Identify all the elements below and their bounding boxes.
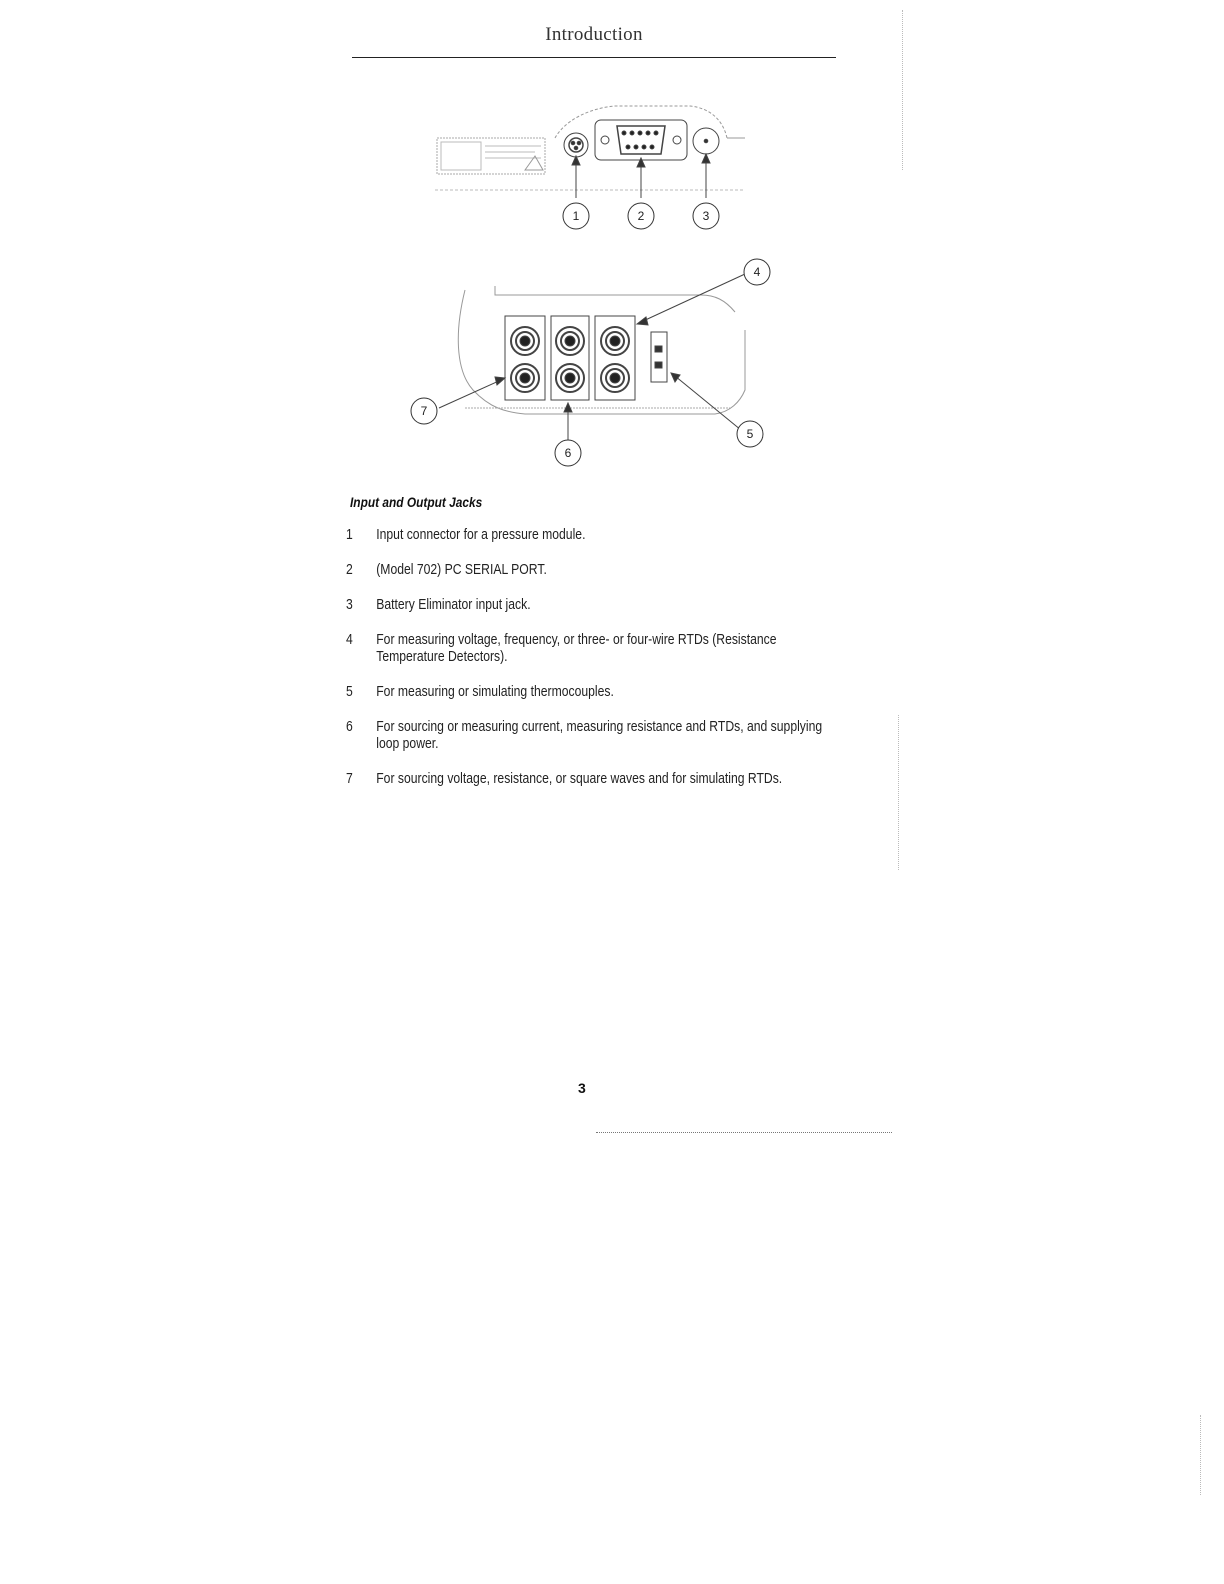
pressure-module-connector <box>564 133 588 157</box>
item-number: 6 <box>346 719 353 735</box>
list-item <box>346 771 833 788</box>
list-item <box>346 562 833 579</box>
header-rule <box>352 57 836 58</box>
footer-rule <box>596 1132 892 1133</box>
item-number: 7 <box>346 771 353 787</box>
item-number: 2 <box>346 562 353 578</box>
item-text: For sourcing or measuring current, measuring resistance and RTDs, and supplying loop power. <box>376 719 823 752</box>
scan-edge-mark <box>898 715 899 870</box>
item-text: Battery Eliminator input jack. <box>376 597 531 613</box>
callout-1: 1 <box>572 209 580 223</box>
callout-7: 7 <box>420 404 428 418</box>
jack-group-right <box>595 316 635 400</box>
serial-port-connector <box>595 120 687 160</box>
callout-4: 4 <box>753 265 761 279</box>
item-text: (Model 702) PC SERIAL PORT. <box>376 562 547 578</box>
label-plate-illustration <box>437 138 545 174</box>
item-text: For measuring or simulating thermocouples. <box>376 684 614 700</box>
item-number: 3 <box>346 597 353 613</box>
list-item <box>346 719 833 753</box>
list-item <box>346 632 833 666</box>
jacks-figure <box>395 90 795 470</box>
callout-5: 5 <box>746 427 754 441</box>
jack-group-left <box>505 316 545 400</box>
list-item <box>346 527 833 544</box>
page-header-title: Introduction <box>545 24 643 45</box>
callout-6: 6 <box>564 446 572 460</box>
figure-caption: Input and Output Jacks <box>350 494 483 510</box>
thermocouple-socket <box>651 332 667 382</box>
battery-eliminator-jack <box>693 128 719 154</box>
list-item <box>346 684 833 701</box>
callout-3: 3 <box>702 209 710 223</box>
scan-edge-mark <box>902 10 903 170</box>
item-number: 1 <box>346 527 353 543</box>
jack-list <box>346 527 833 806</box>
item-number: 4 <box>346 632 353 648</box>
page-number: 3 <box>578 1080 586 1096</box>
jack-group-middle <box>551 316 589 400</box>
item-text: Input connector for a pressure module. <box>376 527 586 543</box>
callout-2: 2 <box>637 209 645 223</box>
list-item <box>346 597 833 614</box>
scan-edge-mark <box>1200 1415 1201 1495</box>
item-text: For measuring voltage, frequency, or three- or four-wire RTDs (Resistance Temperature Detectors). <box>376 632 777 665</box>
item-text: For sourcing voltage, resistance, or square waves and for simulating RTDs. <box>376 771 783 787</box>
item-number: 5 <box>346 684 353 700</box>
